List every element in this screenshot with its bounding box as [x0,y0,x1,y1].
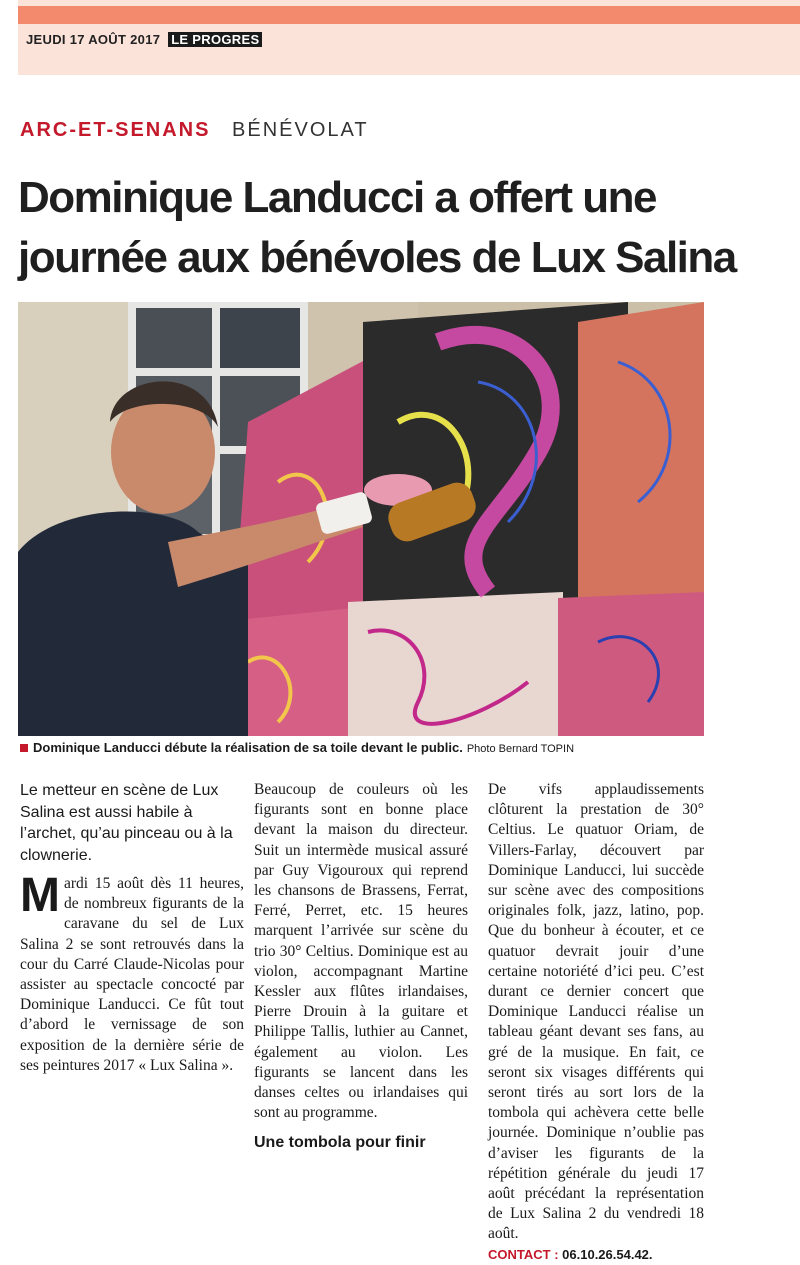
article-column-3 [488,780,704,1265]
caption-marker [20,744,28,752]
article-kicker [20,119,369,142]
contact-value: 06.10.26.54.42. [562,1246,653,1262]
headline: Dominique Landucci a offert une journée aux bénévoles de Lux Salina [18,173,736,282]
dateline [26,32,262,47]
paragraph-2: Beaucoup de couleurs où les figurants sont en bonne place devant la maison du directeur. Suit un intermède musical assuré par Guy Vigouroux qui reprend les chansons de Brassens, Ferrat, Ferré, Perret, etc. 15 heures marquent l’arrivée sur scène du trio 30° Celtius. Dominique est au violon, accompagnant Martine Kessler aux flûtes irlandaises, Pierre Drouin à la guitare et Philippe Tallis, luthier au Cannet, également au violon. Les figurants se lancent dans les danses celtes ou irlandaises qui sont au programme. [254,781,468,1122]
article-photo [18,302,704,736]
drop-cap: M [20,869,60,922]
contact-line [488,1245,704,1265]
photo-credit: Photo Bernard TOPIN [466,743,575,755]
article-column-1 [20,780,244,1076]
subheading: Une tombola pour finir [254,1134,426,1152]
caption-text: Dominique Landucci débute la réalisation de sa toile devant le public. [33,740,463,755]
newspaper-name: LE PROGRES [168,32,262,47]
paragraph-1-text: ardi 15 août dès 11 heures, de nombreux figurants de la caravane du sel de Lux Salina 2 se sont retrouvés dans la cour du Carré Claude-Nicolas pour assister au spectacle concocté par Dominique Landucci. Ce fût tout d’abord le vernissage de son exposition de la dernière série de ses peintures 2017 « Lux Salina ». [20,875,244,1074]
paragraph-1 [20,869,244,1076]
location-label: ARC-ET-SENANS [20,119,211,141]
article-column-2 [254,780,468,1160]
painting-scene-image [18,302,704,736]
photo-caption [20,740,720,755]
page-header-band [18,0,800,75]
rubric-label: BÉNÉVOLAT [232,119,369,141]
article-intro: Le metteur en scène de Lux Salina est aussi habile à l’archet, qu’au pinceau ou à la clownerie. [20,782,233,864]
paragraph-3: De vifs applaudissements clôturent la prestation de 30° Celtius. Le quatuor Oriam, de Villers-Farlay, découvert par Dominique Landucci, lui succède sur scène avec des compositions originales folk, jazz, latino, pop. Que du bonheur à écouter, et ce quatuor devrait jouir d’une certaine notoriété d’ici peu. C’est durant ce dernier concert que Dominique Landucci réalise un tableau géant devant ses fans, au gré de la musique. En fait, ce seront six visages différents qui seront tirés au sort lors de la tombola qui achèvera cette belle journée. Dominique n’oublie pas d’aviser les figurants de la répétition générale du jeudi 17 août précédant la représentation de Lux Salina 2 du vendredi 18 août. [488,781,704,1243]
issue-date: JEUDI 17 AOÛT 2017 [26,32,161,47]
contact-label: CONTACT : [488,1246,559,1262]
header-stripe [18,6,800,24]
